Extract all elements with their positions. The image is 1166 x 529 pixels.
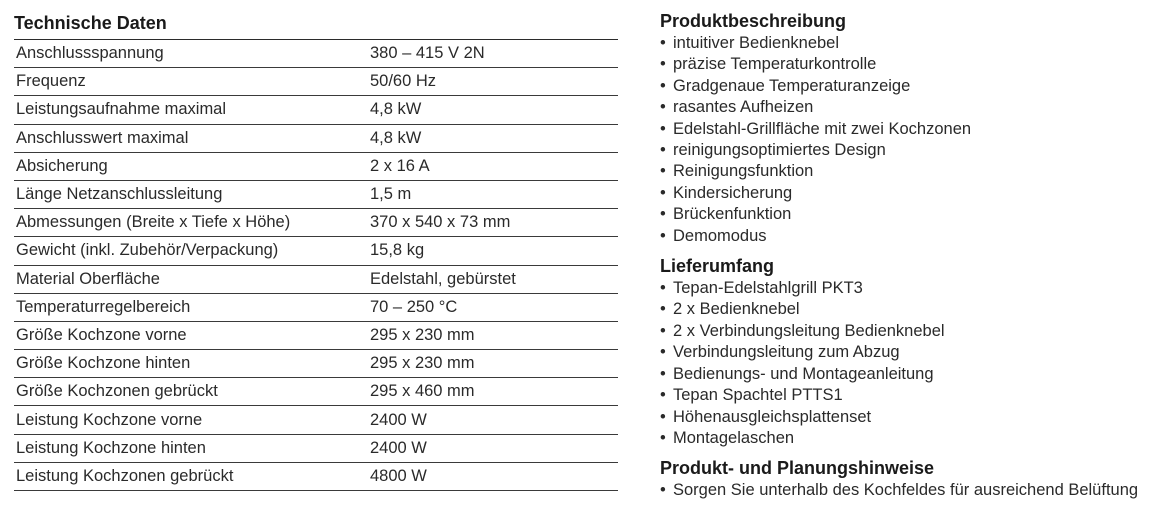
spec-value: 295 x 230 mm [370, 350, 618, 378]
produktbeschreibung-title: Produktbeschreibung [660, 11, 847, 31]
technische-daten-section [14, 12, 618, 491]
bullet-icon: • [660, 141, 666, 160]
bullet-icon: • [660, 279, 666, 298]
spec-value: 70 – 250 °C [370, 293, 618, 321]
hinweise-section [660, 457, 1160, 501]
spec-value: 370 x 540 x 73 mm [370, 209, 618, 237]
list-item-text: intuitiver Bedienknebel [673, 34, 840, 52]
spec-value: 50/60 Hz [370, 68, 618, 96]
spec-label: Länge Netzanschlussleitung [14, 180, 370, 208]
list-item-text: Bedienungs- und Montageanleitung [673, 364, 934, 383]
spec-value: 4,8 kW [370, 124, 618, 152]
spec-value: 4800 W [370, 462, 618, 490]
spec-label: Größe Kochzone vorne [14, 321, 370, 349]
spec-table-body [14, 40, 618, 491]
spec-label: Anschlussspannung [14, 40, 370, 68]
spec-row [14, 180, 618, 208]
list-item-text: Verbindungsleitung zum Abzug [673, 343, 900, 362]
hinweise-title: Produkt- und Planungshinweise [660, 458, 935, 479]
list-item [660, 299, 1160, 320]
list-item [660, 428, 1160, 449]
spec-table [14, 40, 618, 491]
list-item-text: Tepan Spachtel PTTS1 [673, 386, 843, 405]
bullet-icon: • [660, 428, 666, 447]
lieferumfang-list [660, 278, 1160, 449]
spec-label: Leistungsaufnahme maximal [14, 96, 370, 124]
list-item-text: 2 x Bedienknebel [673, 300, 800, 319]
spec-label: Leistung Kochzonen gebrückt [14, 462, 370, 490]
spec-value: 295 x 230 mm [370, 321, 618, 349]
spec-label: Leistung Kochzone vorne [14, 406, 370, 434]
produktbeschreibung-list [660, 33, 1160, 247]
list-item [660, 33, 1160, 54]
list-item [660, 364, 1160, 385]
list-item [660, 54, 1160, 75]
list-item [660, 226, 1160, 247]
bullet-icon: • [660, 119, 666, 138]
bullet-icon: • [660, 364, 666, 383]
spec-row [14, 124, 618, 152]
spec-row [14, 152, 618, 180]
spec-label: Leistung Kochzone hinten [14, 434, 370, 462]
list-item [660, 97, 1160, 118]
spec-row [14, 321, 618, 349]
spec-value: 380 – 415 V 2N [370, 40, 618, 68]
spec-value: Edelstahl, gebürstet [370, 265, 618, 293]
list-item-text: rasantes Aufheizen [673, 98, 814, 117]
lieferumfang-section [660, 255, 1160, 449]
bullet-icon: • [660, 321, 666, 340]
spec-value: 2400 W [370, 406, 618, 434]
spec-row [14, 209, 618, 237]
list-item-text: reinigungsoptimiertes Design [673, 141, 886, 160]
bullet-icon: • [660, 98, 666, 117]
list-item-text: 2 x Verbindungsleitung Bedienknebel [673, 321, 945, 340]
bullet-icon: • [660, 76, 666, 95]
bullet-icon: • [660, 343, 666, 362]
spec-value: 15,8 kg [370, 237, 618, 265]
spec-row [14, 293, 618, 321]
spec-value: 295 x 460 mm [370, 378, 618, 406]
list-item-text: Tepan-Edelstahlgrill PKT3 [673, 279, 863, 298]
bullet-icon: • [660, 386, 666, 405]
list-item [660, 385, 1160, 406]
spec-row [14, 237, 618, 265]
spec-value: 2 x 16 A [370, 152, 618, 180]
list-item-text: Reinigungsfunktion [673, 162, 814, 181]
list-item [660, 480, 1160, 501]
bullet-icon: • [660, 55, 666, 74]
spec-row [14, 378, 618, 406]
spec-label: Frequenz [14, 68, 370, 96]
spec-row [14, 462, 618, 490]
list-item-text: präzise Temperaturkontrolle [673, 55, 877, 74]
bullet-icon: • [660, 226, 666, 245]
list-item [660, 204, 1160, 225]
spec-label: Gewicht (inkl. Zubehör/Verpackung) [14, 237, 370, 265]
list-item-text: Kindersicherung [673, 183, 793, 202]
bullet-icon: • [660, 183, 666, 202]
list-item [660, 183, 1160, 204]
spec-row [14, 406, 618, 434]
hinweise-list [660, 480, 1160, 501]
list-item-text: Brückenfunktion [673, 205, 792, 224]
spec-row [14, 40, 618, 68]
bullet-icon: • [660, 407, 666, 426]
bullet-icon: • [660, 34, 666, 52]
list-item [660, 161, 1160, 182]
list-item [660, 278, 1160, 299]
spec-label: Absicherung [14, 152, 370, 180]
spec-row [14, 434, 618, 462]
bullet-icon: • [660, 162, 666, 181]
lieferumfang-title: Lieferumfang [660, 256, 775, 277]
spec-label: Material Oberfläche [14, 265, 370, 293]
spec-row [14, 265, 618, 293]
list-item-text: Montagelaschen [673, 428, 795, 447]
list-item-text: Demomodus [673, 226, 767, 245]
spec-label: Größe Kochzone hinten [14, 350, 370, 378]
spec-value: 4,8 kW [370, 96, 618, 124]
list-item [660, 342, 1160, 363]
list-item-text: Gradgenaue Temperaturanzeige [673, 76, 911, 95]
bullet-icon: • [660, 205, 666, 224]
list-item [660, 140, 1160, 161]
list-item-text: Edelstahl-Grillfläche mit zwei Kochzonen [673, 119, 972, 138]
list-item-text: Sorgen Sie unterhalb des Kochfeldes für ausreichend Belüftung [673, 481, 1139, 500]
list-item [660, 407, 1160, 428]
list-item [660, 321, 1160, 342]
spec-row [14, 68, 618, 96]
bullet-icon: • [660, 481, 666, 500]
right-column [660, 10, 1160, 510]
spec-label: Anschlusswert maximal [14, 124, 370, 152]
technische-daten-title: Technische Daten [14, 12, 618, 40]
spec-value: 2400 W [370, 434, 618, 462]
spec-value: 1,5 m [370, 180, 618, 208]
spec-label: Temperaturregelbereich [14, 293, 370, 321]
bullet-icon: • [660, 300, 666, 319]
spec-row [14, 350, 618, 378]
spec-label: Größe Kochzonen gebrückt [14, 378, 370, 406]
spec-label: Abmessungen (Breite x Tiefe x Höhe) [14, 209, 370, 237]
spec-row [14, 96, 618, 124]
list-item-text: Höhenausgleichsplattenset [673, 407, 872, 426]
produktbeschreibung-section [660, 10, 1160, 247]
list-item [660, 76, 1160, 97]
list-item [660, 119, 1160, 140]
